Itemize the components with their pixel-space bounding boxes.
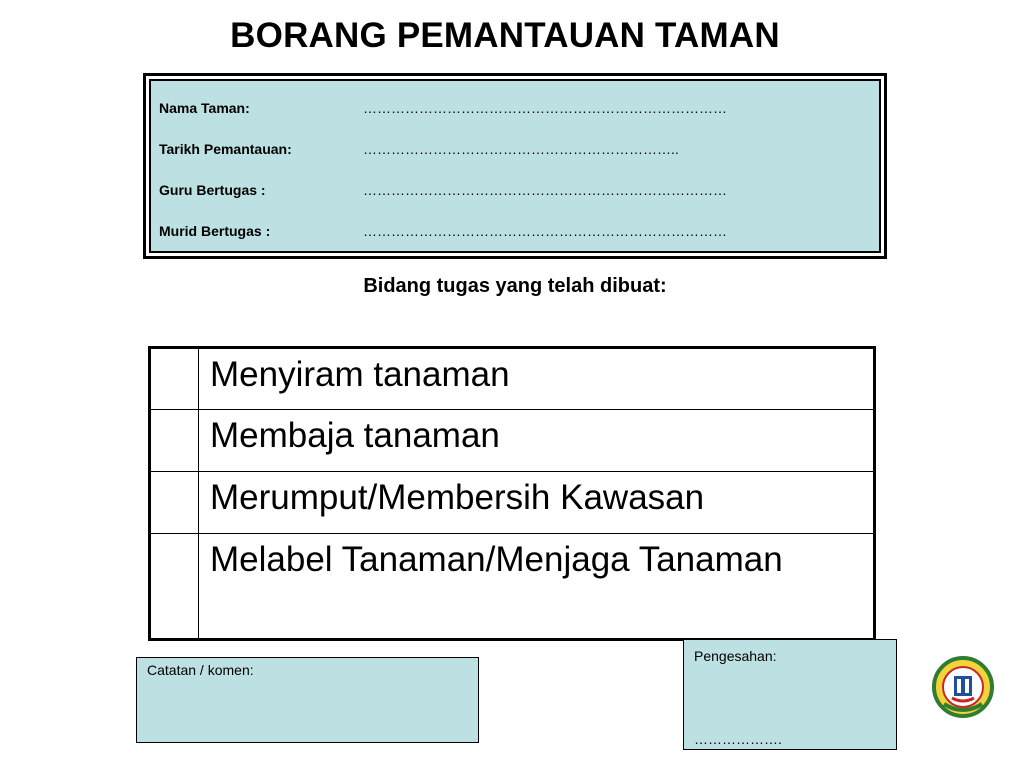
task-checkbox[interactable] <box>150 472 199 534</box>
info-fill-line[interactable]: …………………………………………………………………… <box>363 223 727 239</box>
task-checkbox[interactable] <box>150 410 199 472</box>
task-label: Melabel Tanaman/Menjaga Tanaman <box>199 534 875 640</box>
tasks-subtitle: Bidang tugas yang telah dibuat: <box>363 275 667 297</box>
info-label: Murid Bertugas : <box>159 223 271 239</box>
table-row <box>150 472 875 534</box>
info-fill-line[interactable]: …………………………………………………………………… <box>363 100 727 116</box>
task-label: Menyiram tanaman <box>199 348 875 410</box>
table-row <box>150 534 875 640</box>
approval-box[interactable] <box>683 639 897 750</box>
task-table <box>148 346 876 641</box>
table-row <box>150 348 875 410</box>
info-fill-line[interactable]: ………………………………………………………….. <box>363 141 679 157</box>
task-checkbox[interactable] <box>150 348 199 410</box>
info-box <box>143 73 887 259</box>
school-crest-icon <box>932 656 994 718</box>
info-label: Guru Bertugas : <box>159 182 266 198</box>
table-row <box>150 410 875 472</box>
task-checkbox[interactable] <box>150 534 199 640</box>
info-label: Tarikh Pemantauan: <box>159 141 292 157</box>
approval-label: Pengesahan: <box>694 648 777 664</box>
info-label: Nama Taman: <box>159 100 250 116</box>
info-fill-line[interactable]: …………………………………………………………………… <box>363 182 727 198</box>
task-label: Membaja tanaman <box>199 410 875 472</box>
page-title: BORANG PEMANTAUAN TAMAN <box>230 16 780 55</box>
notes-box[interactable] <box>136 657 479 743</box>
notes-label: Catatan / komen: <box>147 662 254 678</box>
task-label: Merumput/Membersih Kawasan <box>199 472 875 534</box>
approval-signature-line: ………………. <box>694 731 782 747</box>
info-box-inner <box>149 79 881 253</box>
